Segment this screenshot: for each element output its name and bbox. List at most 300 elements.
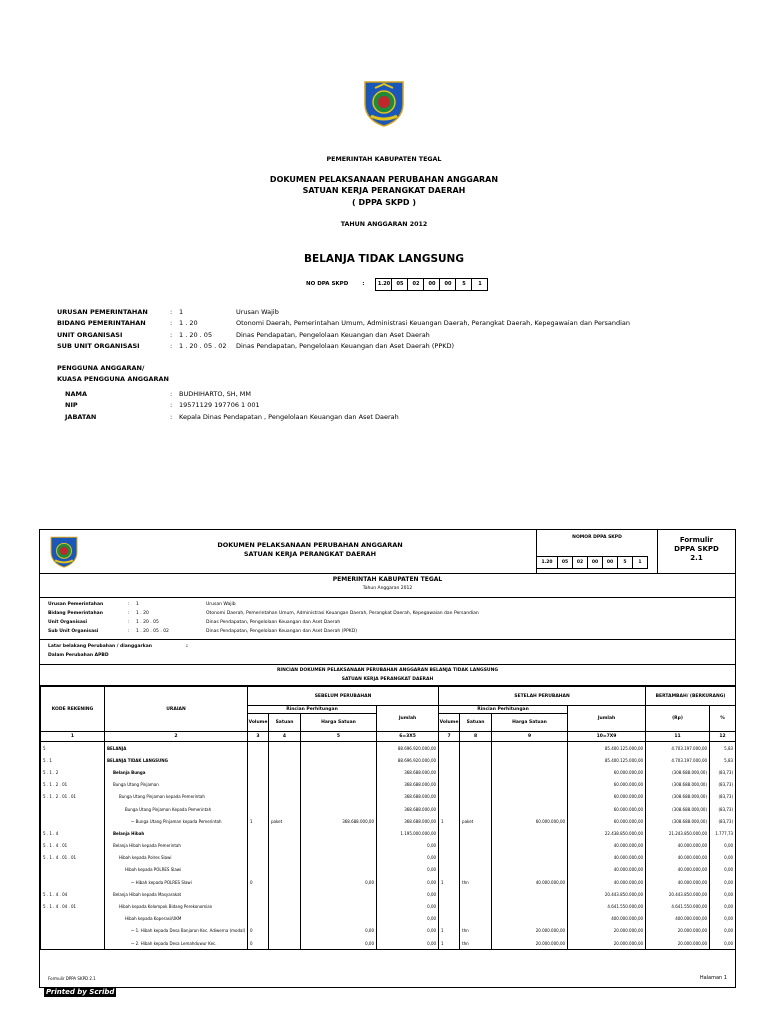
cell-sat1	[269, 754, 301, 766]
table-row	[41, 827, 736, 839]
budget-detail-table	[40, 686, 736, 950]
cell-jml2: 40.000.000,00	[568, 840, 646, 852]
cell-vol1: 0	[248, 876, 269, 888]
cell-uraian: Bunga Utang Pinjaman kepada Pemerintah	[105, 791, 248, 803]
cell-kode	[41, 876, 105, 888]
cell-vol2	[439, 900, 460, 912]
cell-jml1: 368.688.000,00	[377, 791, 439, 803]
cell-kode	[41, 864, 105, 876]
cell-sat1	[269, 925, 301, 937]
cell-sat2	[460, 791, 492, 803]
nomor-box: 00	[602, 556, 618, 569]
cell-vol2: 1	[439, 815, 460, 827]
cell-sat2	[460, 840, 492, 852]
cell-harga1: 0,00	[301, 876, 377, 888]
table-row	[41, 876, 736, 888]
header-kode: KODE REKENING	[41, 687, 105, 732]
cell-vol1: 0	[248, 925, 269, 937]
cell-jml1: 0,00	[377, 900, 439, 912]
cell-jml2: 4.641.550.000,00	[568, 900, 646, 912]
cell-rp: (308.688.000,00)	[646, 766, 710, 778]
cell-sat2	[460, 766, 492, 778]
cell-harga1	[301, 779, 377, 791]
cell-rp: (308.688.000,00)	[646, 803, 710, 815]
header-jumlah-2: Jumlah	[568, 706, 646, 732]
nomor-box: 1.20	[536, 556, 558, 569]
cell-uraian: Belanja Hibah kepada Pemerintah	[105, 840, 248, 852]
dppa-form-sheet	[39, 529, 736, 988]
cell-vol2: 1	[439, 937, 460, 950]
cell-pct: 5,83	[710, 742, 736, 755]
cell-jml2: 40.000.000,00	[568, 876, 646, 888]
cell-jml2: 400.000.000,00	[568, 913, 646, 925]
form-government: PEMERINTAH KABUPATEN TEGAL Tahun Anggaran 2012	[40, 573, 735, 598]
cell-uraian: Hibah kepada Polres Slawi	[105, 852, 248, 864]
column-number: 12	[710, 732, 736, 742]
pa-row: NAMA : BUDHIHARTO, SH, MM	[65, 389, 251, 398]
dpa-number-row	[306, 277, 488, 291]
cell-harga2	[492, 913, 568, 925]
cover-heading: BELANJA TIDAK LANGSUNG	[304, 253, 464, 265]
nomor-box: 00	[587, 556, 603, 569]
form-info	[40, 597, 735, 640]
cell-sat1: paket	[269, 815, 301, 827]
cell-vol2	[439, 888, 460, 900]
cell-sat1	[269, 840, 301, 852]
cell-jml1: 368.688.000,00	[377, 779, 439, 791]
cell-vol1	[248, 766, 269, 778]
cell-pct: 0,00	[710, 925, 736, 937]
cell-harga1	[301, 803, 377, 815]
pa-info	[57, 388, 399, 423]
cell-harga2	[492, 827, 568, 839]
nomor-dppa-label: NOMOR DPPA SKPD	[572, 535, 622, 540]
nomor-box: 05	[557, 556, 573, 569]
nomor-box: 1	[632, 556, 648, 569]
cell-pct: (83,73)	[710, 815, 736, 827]
cell-uraian: Belanja Hibah	[105, 827, 248, 839]
nomor-box: 5	[617, 556, 633, 569]
cell-rp: 40.000.000,00	[646, 876, 710, 888]
cell-jml2: 20.000.000,00	[568, 937, 646, 950]
pa-row: JABATAN : Kepala Dinas Pendapatan , Pengelolaan Keuangan dan Aset Daerah	[65, 412, 399, 421]
form-info-row: Urusan Pemerintahan : 1 Urusan Wajib	[48, 602, 236, 607]
table-row	[41, 852, 736, 864]
cell-harga2	[492, 864, 568, 876]
cell-jml2: 60.000.000,00	[568, 766, 646, 778]
cell-uraian: Hibah kepada Kelompok Bidang Perekonomian	[105, 900, 248, 912]
cell-vol1	[248, 827, 269, 839]
cell-pct: 0,00	[710, 888, 736, 900]
table-row	[41, 742, 736, 755]
cell-harga2: 60.000.000,00	[492, 815, 568, 827]
cell-uraian: BELANJA	[105, 742, 248, 755]
nomor-dppa-boxes	[537, 556, 648, 569]
cell-sat2	[460, 742, 492, 755]
cell-rp: 4.703.197.000,00	[646, 742, 710, 755]
cell-pct: 0,00	[710, 840, 736, 852]
table-row	[41, 766, 736, 778]
cell-uraian: Belanja Bunga	[105, 766, 248, 778]
cell-jml1: 0,00	[377, 840, 439, 852]
cell-sat1	[269, 876, 301, 888]
cell-sat1	[269, 852, 301, 864]
cell-sat2: thn	[460, 925, 492, 937]
cell-sat2	[460, 913, 492, 925]
cell-jml2: 60.000.000,00	[568, 803, 646, 815]
table-row	[41, 791, 736, 803]
cell-kode: 5 . 1 . 2	[41, 766, 105, 778]
cell-sat1	[269, 913, 301, 925]
cell-sat1	[269, 791, 301, 803]
cover-title-1: DOKUMEN PELAKSANAAN PERUBAHAN ANGGARAN	[269, 175, 499, 184]
column-number: 1	[41, 732, 105, 742]
cell-sat2: thn	[460, 937, 492, 950]
cell-rp: (308.688.000,00)	[646, 815, 710, 827]
nomor-box: 02	[572, 556, 588, 569]
cell-sat2: paket	[460, 815, 492, 827]
header-bertambah: BERTAMBAH/ (BERKURANG)	[646, 687, 736, 706]
cell-kode	[41, 937, 105, 950]
cell-jml1: 1.195.000.000,00	[377, 827, 439, 839]
dpa-box: 05	[391, 278, 408, 291]
cell-harga2: 20.000.000,00	[492, 937, 568, 950]
footer-form-code: Formulir DPPA SKPD 2.1	[48, 976, 96, 981]
form-background: Latar belakang Perubahan / dianggarkan : Dalam Perubahan APBD	[40, 639, 735, 665]
column-number: 7	[439, 732, 460, 742]
cell-uraian: ~ Bunga Utang Pinjaman kepada Pemerintah	[105, 815, 248, 827]
header-jumlah-1: Jumlah	[377, 706, 439, 732]
dpa-number-boxes	[376, 278, 488, 291]
cell-harga1	[301, 900, 377, 912]
cell-harga1	[301, 888, 377, 900]
cell-rp: 20.443.850.000,00	[646, 888, 710, 900]
pa-title: PENGGUNA ANGGARAN/ KUASA PENGGUNA ANGGARAN	[57, 364, 169, 383]
column-number: 4	[269, 732, 301, 742]
form-header	[40, 530, 735, 574]
cell-pct: (83,73)	[710, 766, 736, 778]
cell-uraian: ~ 1. Hibah kepada Desa Banjaran Kec. Adiwerna (modal)	[105, 925, 248, 937]
cell-harga1	[301, 754, 377, 766]
cell-sat2	[460, 827, 492, 839]
cell-vol1	[248, 913, 269, 925]
column-number: 9	[492, 732, 568, 742]
column-number: 11	[646, 732, 710, 742]
cell-jml2: 85.400.125.000,00	[568, 742, 646, 755]
cell-kode: 5 . 1 . 2 . 01 . 01	[41, 791, 105, 803]
column-number: 6=3X5	[377, 732, 439, 742]
cell-pct: 5,83	[710, 754, 736, 766]
cell-kode: 5 . 1 . 4 . 01	[41, 840, 105, 852]
cell-jml2: 60.000.000,00	[568, 779, 646, 791]
cell-sat2	[460, 864, 492, 876]
cell-jml1: 0,00	[377, 876, 439, 888]
cell-harga2	[492, 742, 568, 755]
dpa-box: 00	[423, 278, 440, 291]
cell-vol2	[439, 840, 460, 852]
header-pct: %	[710, 706, 736, 732]
header-harga-1: Harga Satuan	[301, 714, 377, 732]
cell-vol1	[248, 864, 269, 876]
cover-year: TAHUN ANGGARAN 2012	[340, 221, 428, 228]
cell-rp: 40.000.000,00	[646, 864, 710, 876]
cell-pct: (83,73)	[710, 791, 736, 803]
cell-harga1: 368.688.000,00	[301, 815, 377, 827]
cell-vol1	[248, 791, 269, 803]
cell-vol2	[439, 779, 460, 791]
cell-kode	[41, 925, 105, 937]
dpa-box: 00	[439, 278, 456, 291]
table-row	[41, 754, 736, 766]
column-number: 8	[460, 732, 492, 742]
cell-kode	[41, 913, 105, 925]
cell-sat1	[269, 937, 301, 950]
cell-uraian: Hibah kepada POLRES Slawi	[105, 864, 248, 876]
footer-page: Halaman 1	[699, 975, 727, 981]
cell-jml2: 22.438.850.000,00	[568, 827, 646, 839]
header-rincian-2: Rincian Perhitungan	[439, 706, 568, 714]
cell-jml2: 20.443.850.000,00	[568, 888, 646, 900]
dpa-box: 02	[407, 278, 424, 291]
cell-sat1	[269, 803, 301, 815]
cell-vol1	[248, 742, 269, 755]
cell-jml1: 0,00	[377, 888, 439, 900]
dpa-number-colon: :	[362, 281, 365, 287]
header-satuan-1: Satuan	[269, 714, 301, 732]
cell-jml1: 368.688.000,00	[377, 815, 439, 827]
cell-vol2	[439, 827, 460, 839]
cell-rp: 40.000.000,00	[646, 840, 710, 852]
cell-jml2: 20.000.000,00	[568, 925, 646, 937]
cell-jml1: 88.696.920.000,00	[377, 742, 439, 755]
cell-sat1	[269, 742, 301, 755]
dpa-box: 5	[455, 278, 472, 291]
cell-pct: 1.777,73	[710, 827, 736, 839]
cell-vol1	[248, 754, 269, 766]
cell-jml2: 40.000.000,00	[568, 852, 646, 864]
header-rincian-1: Rincian Perhitungan	[248, 706, 377, 714]
cell-harga2	[492, 779, 568, 791]
scribd-watermark: Printed by Scribd	[46, 988, 115, 996]
cover-page	[0, 0, 768, 480]
cell-uraian: ~ Hibah kepada POLRES Slawi	[105, 876, 248, 888]
cell-kode: 5 . 1 . 4 . 01 . 01	[41, 852, 105, 864]
cell-jml2: 85.400.125.000,00	[568, 754, 646, 766]
cell-harga1	[301, 742, 377, 755]
cell-pct: 0,00	[710, 913, 736, 925]
cell-harga1	[301, 840, 377, 852]
pa-row: NIP : 19571129 197706 1 001	[65, 401, 260, 410]
cell-pct: 0,00	[710, 937, 736, 950]
cell-uraian: Belanja Hibah kepada Masyarakat	[105, 888, 248, 900]
cell-harga1	[301, 864, 377, 876]
dpa-box: 1.20	[375, 278, 392, 291]
cell-harga2: 40.000.000,00	[492, 876, 568, 888]
table-row	[41, 900, 736, 912]
cell-vol2	[439, 766, 460, 778]
header-harga-2: Harga Satuan	[492, 714, 568, 732]
cell-kode: 5 . 1 . 4 . 04 . 01	[41, 900, 105, 912]
cell-vol1	[248, 803, 269, 815]
cell-sat2	[460, 754, 492, 766]
cell-uraian: Hibah kepada Koperasi/UKM	[105, 913, 248, 925]
header-volume-1: Volume	[248, 714, 269, 732]
cell-sat2	[460, 852, 492, 864]
cell-harga2	[492, 852, 568, 864]
cell-pct: 0,00	[710, 852, 736, 864]
cell-harga1	[301, 766, 377, 778]
cell-sat1	[269, 900, 301, 912]
cell-jml2: 60.000.000,00	[568, 791, 646, 803]
cell-vol1	[248, 779, 269, 791]
table-row	[41, 840, 736, 852]
cell-sat1	[269, 888, 301, 900]
cell-vol2	[439, 852, 460, 864]
cell-vol2	[439, 913, 460, 925]
cell-uraian: BELANJA TIDAK LANGSUNG	[105, 754, 248, 766]
header-setelah: SETELAH PERUBAHAN	[439, 687, 646, 706]
cell-vol2: 1	[439, 876, 460, 888]
cell-sat2: thn	[460, 876, 492, 888]
form-code: Formulir DPPA SKPD 2.1	[674, 536, 719, 562]
info-row: URUSAN PEMERINTAHAN : 1 Urusan Wajib	[57, 307, 279, 316]
info-row: SUB UNIT ORGANISASI : 1 . 20 . 05 . 02 Dinas Pendapatan, Pengelolaan Keuangan dan Aset Daerah (PPKD)	[57, 342, 455, 351]
cell-rp: (308.688.000,00)	[646, 779, 710, 791]
cell-pct: 0,00	[710, 900, 736, 912]
header-satuan-2: Satuan	[460, 714, 492, 732]
table-row	[41, 815, 736, 827]
column-number: 2	[105, 732, 248, 742]
cell-harga1: 0,00	[301, 937, 377, 950]
cover-title-3: ( DPPA SKPD )	[352, 198, 416, 207]
dpa-box: 1	[471, 278, 488, 291]
cell-pct: (83,73)	[710, 803, 736, 815]
cell-vol2	[439, 791, 460, 803]
cover-government: PEMERINTAH KABUPATEN TEGAL	[326, 156, 442, 163]
table-row	[41, 888, 736, 900]
cell-harga2	[492, 754, 568, 766]
table-row	[41, 925, 736, 937]
cell-rp: 400.000.000,00	[646, 913, 710, 925]
cell-harga2	[492, 840, 568, 852]
cell-sat1	[269, 827, 301, 839]
header-volume-2: Volume	[439, 714, 460, 732]
header-uraian: URAIAN	[105, 687, 248, 732]
cell-pct: 0,00	[710, 876, 736, 888]
form-info-row: Unit Organisasi : 1 . 20 . 05 Dinas Pendapatan, Pengelolaan Keuangan dan Aset Daerah	[48, 620, 341, 625]
cell-vol2	[439, 742, 460, 755]
table-row	[41, 913, 736, 925]
cell-jml1: 368.688.000,00	[377, 803, 439, 815]
cell-harga1	[301, 827, 377, 839]
cell-harga1	[301, 791, 377, 803]
cell-kode	[41, 803, 105, 815]
cell-jml1: 368.688.000,00	[377, 766, 439, 778]
cell-harga2: 20.000.000,00	[492, 925, 568, 937]
form-info-row: Bidang Pemerintahan : 1 . 20 Otonomi Daerah, Pemerintahan Umum, Administrasi Keuangan Daerah, Perangkat Daerah, Kepegawaian dan Persandian	[48, 611, 479, 616]
column-number: 3	[248, 732, 269, 742]
table-row	[41, 803, 736, 815]
cell-kode: 5 . 1	[41, 754, 105, 766]
cell-rp: 20.000.000,00	[646, 937, 710, 950]
cell-harga2	[492, 888, 568, 900]
cell-rp: 20.000.000,00	[646, 925, 710, 937]
cell-rp: 4.641.550.000,00	[646, 900, 710, 912]
cover-info	[57, 306, 630, 352]
cell-rp: 21.243.850.000,00	[646, 827, 710, 839]
cell-vol1: 1	[248, 815, 269, 827]
cell-harga1: 0,00	[301, 925, 377, 937]
info-row: BIDANG PEMERINTAHAN : 1 . 20 Otonomi Daerah, Pemerintahan Umum, Administrasi Keuangan Daerah, Perangkat Daerah, Kepegawaian dan Persandian	[57, 319, 631, 328]
cell-vol1	[248, 852, 269, 864]
cell-kode: 5 . 1 . 2 . 01	[41, 779, 105, 791]
cell-harga2	[492, 900, 568, 912]
cell-jml1: 0,00	[377, 937, 439, 950]
cell-vol2	[439, 754, 460, 766]
cell-pct: 0,00	[710, 864, 736, 876]
cell-kode: 5 . 1 . 4 . 04	[41, 888, 105, 900]
cell-vol1	[248, 840, 269, 852]
form-info-row: Sub Unit Organisasi : 1 . 20 . 05 . 02 Dinas Pendapatan, Pengelolaan Keuangan dan Aset Daerah (PPKD)	[48, 629, 357, 634]
cell-uraian: ~ 2. Hibah kepada Desa Lemahduwur Kec.	[105, 937, 248, 950]
cell-harga1	[301, 852, 377, 864]
cell-rp: (308.688.000,00)	[646, 791, 710, 803]
cell-kode: 5	[41, 742, 105, 755]
cell-vol1	[248, 900, 269, 912]
cell-sat2	[460, 888, 492, 900]
info-row: UNIT ORGANISASI : 1 . 20 . 05 Dinas Pendapatan, Pengelolaan Keuangan dan Aset Daerah	[57, 330, 430, 339]
cell-jml2: 60.000.000,00	[568, 815, 646, 827]
dpa-number-label: NO DPA SKPD	[306, 281, 349, 287]
cell-vol2: 1	[439, 925, 460, 937]
tegal-regency-emblem-icon	[359, 78, 409, 128]
cell-kode: 5 . 1 . 4	[41, 827, 105, 839]
cell-kode	[41, 815, 105, 827]
cell-jml1: 0,00	[377, 913, 439, 925]
cell-rp: 40.000.000,00	[646, 852, 710, 864]
cell-jml1: 0,00	[377, 864, 439, 876]
header-rp: (Rp)	[646, 706, 710, 732]
cell-sat2	[460, 900, 492, 912]
cell-jml1: 88.696.920.000,00	[377, 754, 439, 766]
cell-harga2	[492, 766, 568, 778]
column-number: 5	[301, 732, 377, 742]
rincian-title: RINCIAN DOKUMEN PELAKSANAAN PERUBAHAN ANGGARAN BELANJA TIDAK LANGSUNG SATUAN KERJA PERANGKAT DAERAH	[40, 664, 735, 686]
cell-vol1	[248, 888, 269, 900]
table-row	[41, 864, 736, 876]
cell-sat2	[460, 803, 492, 815]
cell-vol1: 0	[248, 937, 269, 950]
cell-sat1	[269, 779, 301, 791]
cell-pct: (83,73)	[710, 779, 736, 791]
cell-rp: 4.703.197.000,00	[646, 754, 710, 766]
cell-jml1: 0,00	[377, 852, 439, 864]
table-row	[41, 937, 736, 950]
cell-harga1	[301, 913, 377, 925]
cell-vol2	[439, 864, 460, 876]
cover-title-2: SATUAN KERJA PERANGKAT DAERAH	[302, 186, 466, 195]
tegal-regency-emblem-icon	[47, 534, 81, 569]
cell-harga2	[492, 803, 568, 815]
column-number: 10=7X9	[568, 732, 646, 742]
cell-sat1	[269, 864, 301, 876]
cell-vol2	[439, 803, 460, 815]
header-sebelum: SEBELUM PERUBAHAN	[248, 687, 439, 706]
cell-uraian: Bunga Utang Pinjaman Kepada Pemerintah	[105, 803, 248, 815]
form-title: DOKUMEN PELAKSANAAN PERUBAHAN ANGGARAN SATUAN KERJA PERANGKAT DAERAH	[217, 541, 403, 558]
cell-jml1: 0,00	[377, 925, 439, 937]
cell-sat2	[460, 779, 492, 791]
